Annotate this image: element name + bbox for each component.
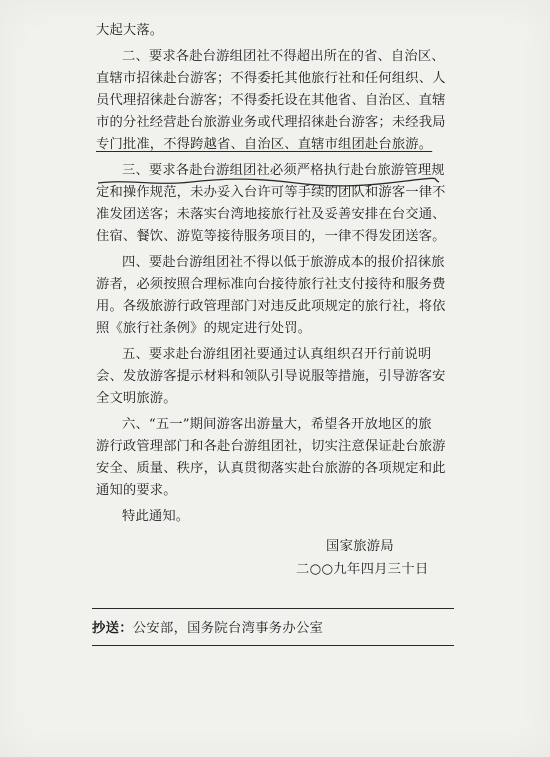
distribution-line [92,617,323,636]
issue-date: 二○○九年四月三十日 [296,562,429,577]
clause-2-line-1: 二、要求各赴台游组团社不得超出所在的省、自治区、 [122,49,445,64]
issuing-organization: 国家旅游局 [326,539,394,554]
clause-2-line-3: 员代理招徕赴台游客；不得委托设在其他省、自治区、直辖 [96,93,446,108]
clause-6-line-4: 通知的要求。 [96,483,177,498]
distribution-label: 抄送： [92,621,133,636]
clause-4-line-1: 四、要赴台游组团社不得以低于旅游成本的报价招徕旅 [122,255,445,270]
closing-line: 特此通知。 [122,509,190,524]
clause-2-line-5: 专门批准，不得跨越省、自治区、直辖市组团赴台旅游。 [96,137,433,152]
notice-body [96,20,452,528]
handwritten-underline [96,177,441,187]
clause-5-line-2: 会、发放游客提示材料和领队引导说服等措施，引导游客安 [96,369,446,384]
clause-5-line-1: 五、要求赴台游组团社要通过认真组织召开行前说明 [122,347,432,362]
clause-6-line-3: 安全、质量、秩序，认真贯彻落实赴台旅游的各项规定和此 [96,461,446,476]
clause-3-line-2: 定和操作规范，未办妥入台许可等手续的团队和游客一律不 [96,185,446,200]
clause-6-line-1: 六、“五一”期间游客出游量大，希望各开放地区的旅 [122,417,432,432]
distribution-bottom-rule [92,645,454,646]
clause-3-line-4: 住宿、餐饮、游览等接待服务项目的，一律不得发团送客。 [96,229,446,244]
clause-3-line-1: 三、要求各赴台游组团社必须严格执行赴台旅游管理规 [122,163,445,178]
clause-2-line-4: 市的分社经营赴台旅游业务或代理招徕赴台游客；未经我局 [96,115,446,130]
distribution-recipients: 公安部，国务院台湾事务办公室 [132,621,324,636]
clause-5-line-3: 全文明旅游。 [96,391,177,406]
clause-4-line-4: 照《旅行社条例》的规定进行处罚。 [96,321,312,336]
clause-4-line-3: 用。各级旅游行政管理部门对违反此项规定的旅行社，将依 [96,299,446,314]
clause-4-line-2: 游者，必须按照合理标准向台接待旅行社支付接待和服务费 [96,277,446,292]
clause-2-line-2: 直辖市招徕赴台游客；不得委托其他旅行社和任何组织、人 [96,71,446,86]
body-line-1: 大起大落。 [96,23,164,38]
clause-3-line-3: 准发团送客；未落实台湾地接旅行社及妥善安排在台交通、 [96,207,446,222]
clause-6-line-2: 游行政管理部门和各赴台游组团社，切实注意保证赴台旅游 [96,439,446,454]
distribution-top-rule [92,608,454,609]
